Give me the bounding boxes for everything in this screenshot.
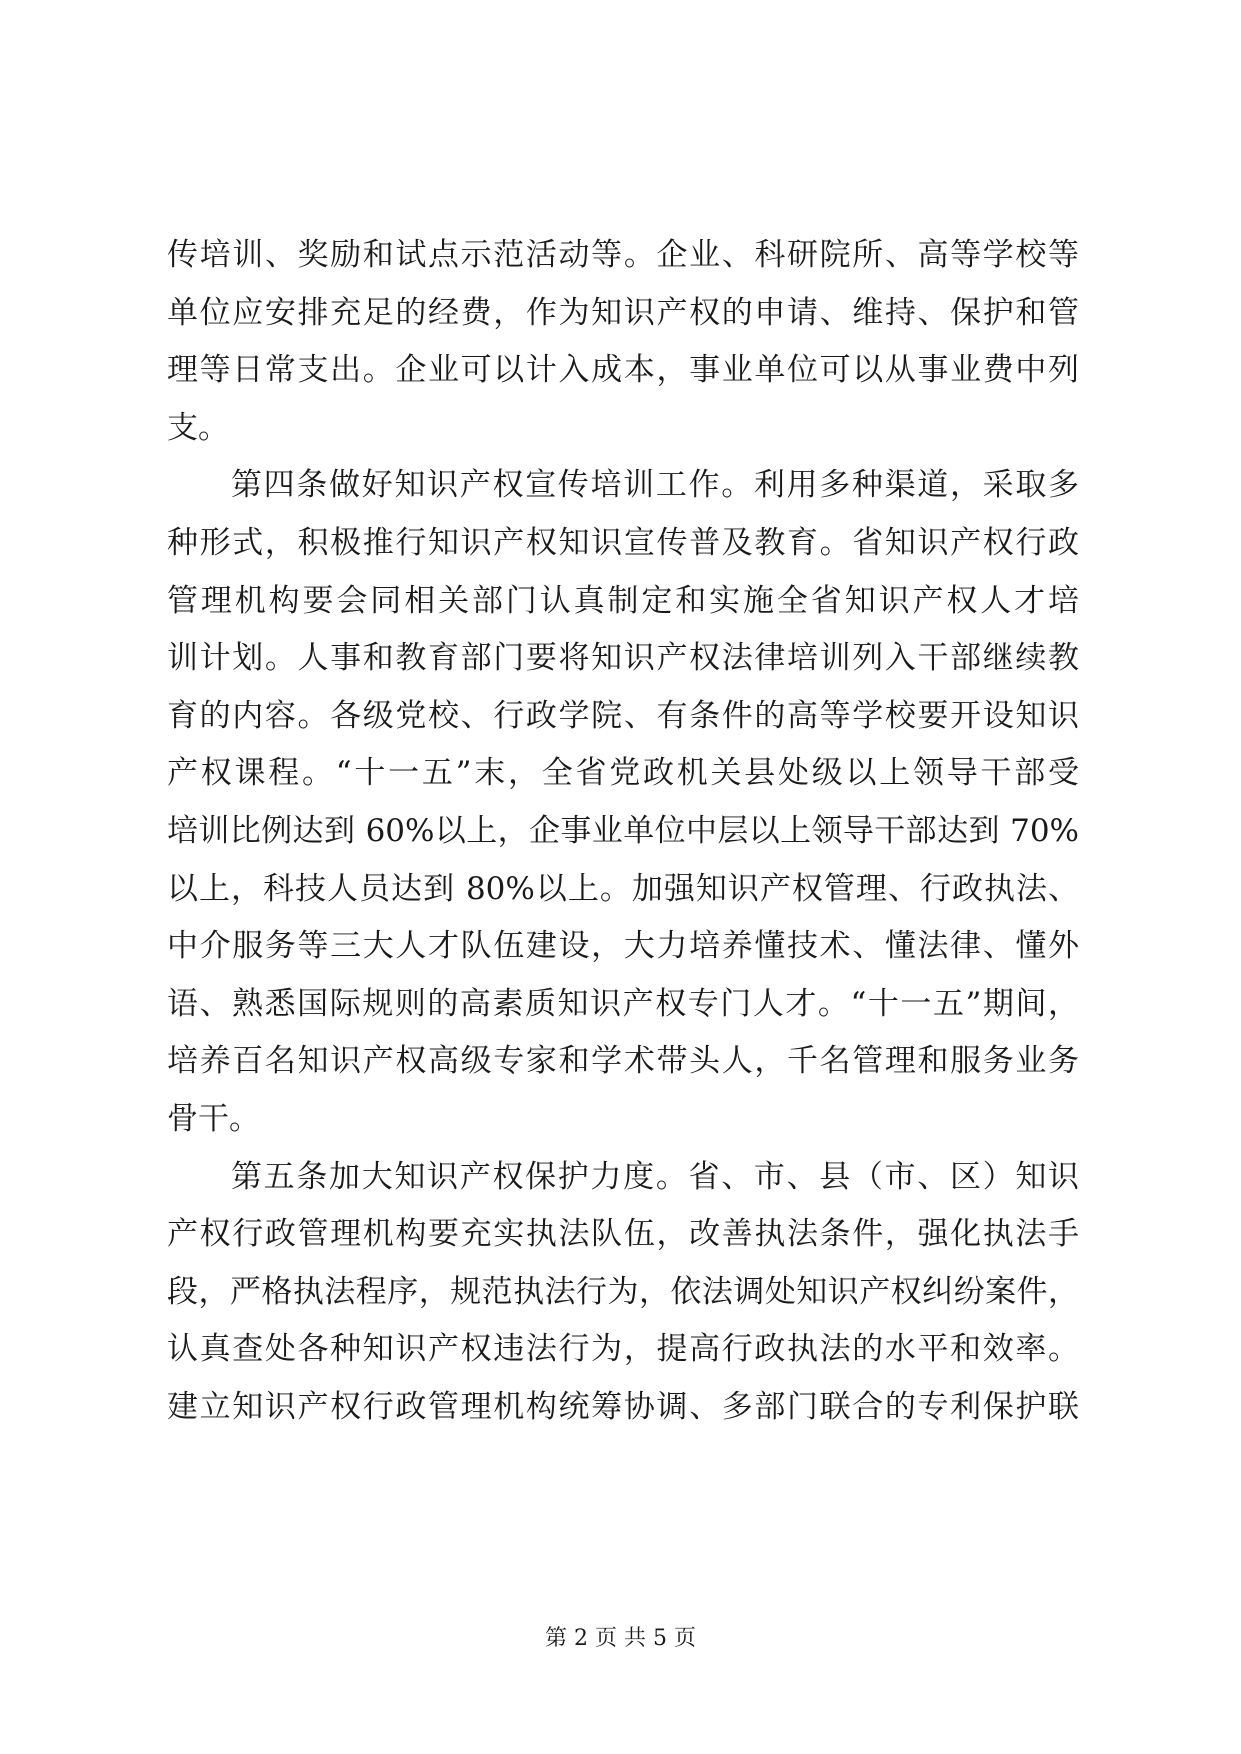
text-line: 单位应安排充足的经费，作为知识产权的申请、维持、保护和管	[167, 294, 1079, 331]
text-line: 以上，科技人员达到 80%以上。加强知识产权管理、行政执法、	[167, 870, 1079, 907]
text-line: 第四条做好知识产权宣传培训工作。利用多种渠道，采取多	[231, 467, 1079, 504]
text-line: 种形式，积极推行知识产权知识宣传普及教育。省知识产权行政	[167, 524, 1079, 561]
text-line: 理等日常支出。企业可以计入成本，事业单位可以从事业费中列	[167, 352, 1079, 389]
text-line: 育的内容。各级党校、行政学院、有条件的高等学校要开设知识	[167, 697, 1079, 734]
text-line: 第五条加大知识产权保护力度。省、市、县（市、区）知识	[231, 1158, 1079, 1195]
text-line: 管理机构要会同相关部门认真制定和实施全省知识产权人才培	[167, 582, 1079, 619]
page-number-footer: 第 2 页 共 5 页	[545, 1626, 696, 1651]
text-line: 培训比例达到 60%以上，企事业单位中层以上领导干部达到 70%	[167, 812, 1079, 849]
text-line: 产权行政管理机构要充实执法队伍，改善执法条件，强化执法手	[167, 1216, 1079, 1253]
text-line: 产权课程。“十一五”末，全省党政机关县处级以上领导干部受	[167, 755, 1079, 792]
text-line: 建立知识产权行政管理机构统筹协调、多部门联合的专利保护联	[167, 1388, 1079, 1425]
text-line: 培养百名知识产权高级专家和学术带头人，千名管理和服务业务	[167, 1043, 1079, 1080]
text-line: 段，严格执法程序，规范执法行为，依法调处知识产权纠纷案件，	[167, 1273, 1079, 1310]
text-line: 骨干。	[167, 1100, 260, 1137]
body-text	[167, 227, 1079, 1436]
text-line: 支。	[167, 409, 229, 446]
text-line: 语、熟悉国际规则的高素质知识产权专门人才。“十一五”期间，	[167, 985, 1079, 1022]
text-line: 认真查处各种知识产权违法行为，提高行政执法的水平和效率。	[167, 1331, 1079, 1368]
text-line: 中介服务等三大人才队伍建设，大力培养懂技术、懂法律、懂外	[167, 928, 1079, 965]
text-line: 训计划。人事和教育部门要将知识产权法律培训列入干部继续教	[167, 640, 1079, 677]
text-line: 传培训、奖励和试点示范活动等。企业、科研院所、高等学校等	[167, 237, 1079, 273]
